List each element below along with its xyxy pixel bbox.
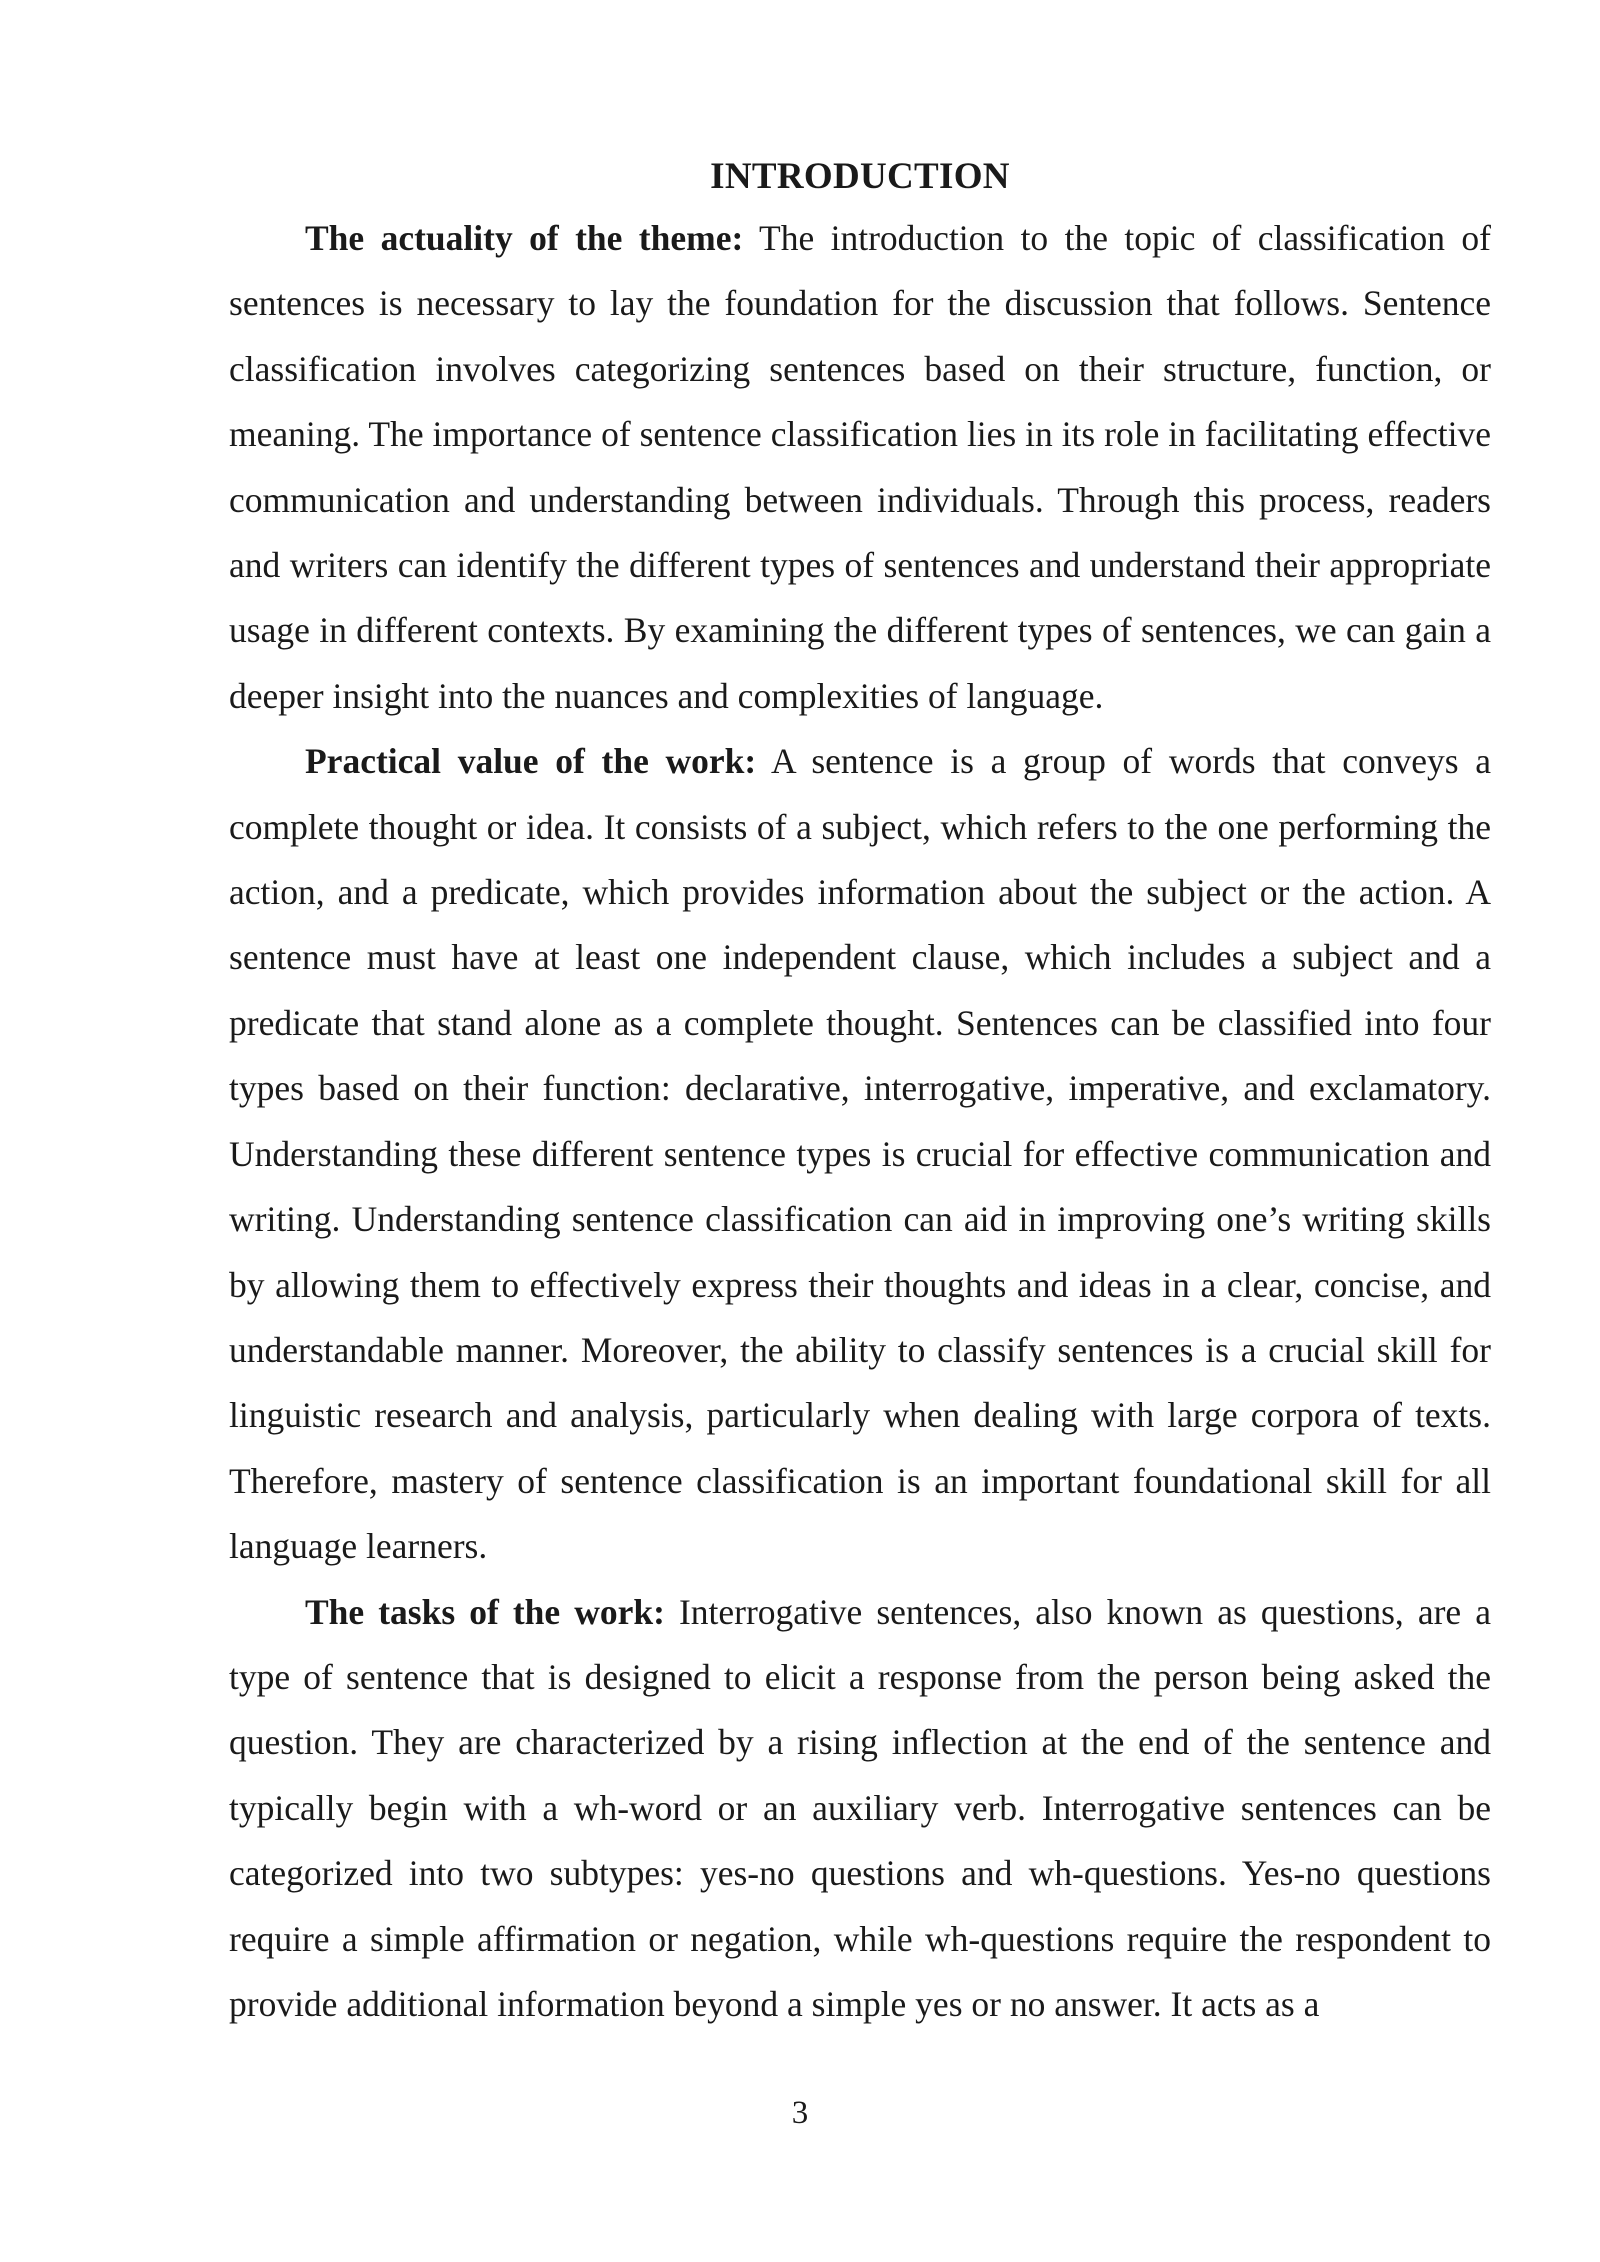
paragraph-text: The introduction to the topic of classification of sentences is necessary to lay the foundation for the discussion that follows. Sentence classification involves categorizing sentences based on their structure, function, or meaning. The importance of sentence classification lies in its role in facilitating effective communication and understanding between individuals. Through this process, readers and writers can identify the different types of sentences and understand their appropriate usage in different contexts. By examining the different types of sentences, we can gain a deeper insight into the nuances and complexities of language. [229, 218, 1491, 716]
paragraph-text: A sentence is a group of words that conveys a complete thought or idea. It consists of a subject, which refers to the one performing the action, and a predicate, which provides information about the subject or the action. A sentence must have at least one independent clause, which includes a subject and a predicate that stand alone as a complete thought. Sentences can be classified into four types based on their function: declarative, interrogative, imperative, and exclamatory. Understanding these different sentence types is crucial for effective communication and writing. Understanding sentence classification can aid in improving one’s writing skills by allowing them to effectively express their thoughts and ideas in a clear, concise, and understandable manner. Moreover, the ability to classify sentences is a crucial skill for linguistic research and analysis, particularly when dealing with large corpora of texts. Therefore, mastery of sentence classification is an important foundational skill for all language learners. [229, 741, 1491, 1567]
paragraph-lead: The tasks of the work: [305, 1591, 665, 1632]
paragraph-text: Interrogative sentences, also known as questions, are a type of sentence that is designed to elicit a response from the person being asked the question. They are characterized by a rising inflection at the end of the sentence and typically begin with a wh-word or an auxiliary verb. Interrogative sentences can be categorized into two subtypes: yes-no questions and wh-questions. Yes-no questions require a simple affirmation or negation, while wh-questions require the respondent to provide additional information beyond a simple yes or no answer. It acts as a [229, 1591, 1491, 2024]
paragraph-lead: Practical value of the work: [305, 741, 757, 782]
page-number: 3 [791, 2095, 809, 2131]
paragraph-tasks [229, 1580, 1491, 2038]
paragraph-lead: The actuality of the theme: [305, 218, 744, 258]
paragraph-actuality [229, 206, 1491, 729]
paragraph-practical-value [229, 729, 1491, 1579]
page-content [229, 148, 1491, 2037]
section-heading: INTRODUCTION [710, 156, 1010, 197]
